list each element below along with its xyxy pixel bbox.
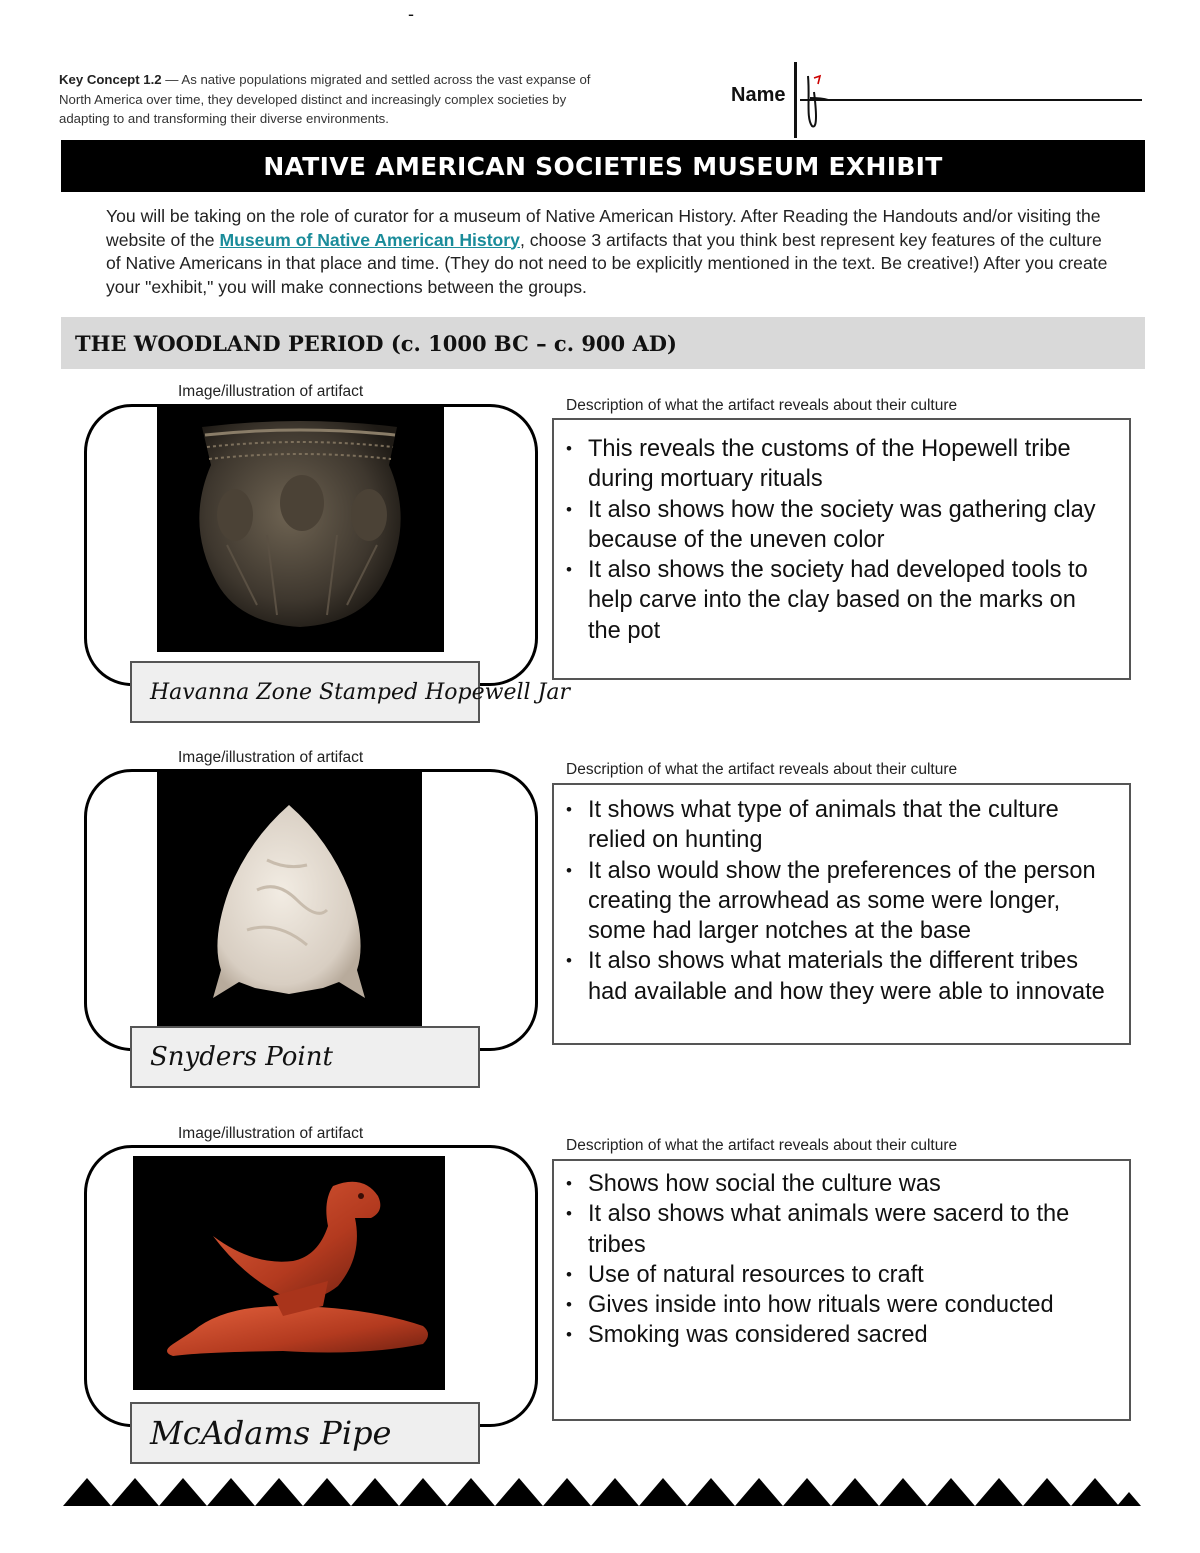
page-title: NATIVE AMERICAN SOCIETIES MUSEUM EXHIBIT bbox=[61, 140, 1145, 192]
description-bullet: • This reveals the customs of the Hopewell tribe during mortuary rituals bbox=[564, 434, 1113, 495]
description-bullet: • It also shows what materials the different tribes had available and how they were able to innovate bbox=[564, 946, 1113, 1007]
artifact-image-arrowhead bbox=[157, 770, 422, 1027]
key-concept-text: — As native populations migrated and settled across the vast expanse of North America over time, they developed distinct and increasingly complex societies by adapting to and transforming their diverse environments. bbox=[59, 72, 591, 126]
artifact-label[interactable]: Havanna Zone Stamped Hopewell Jar bbox=[130, 661, 480, 723]
name-label: Name bbox=[731, 84, 786, 106]
intro-text-start: You will be taking on the role of curator for a museum of Native American History. After Reading the Handouts and/or visiting the website of the bbox=[106, 206, 1101, 250]
name-field[interactable] bbox=[800, 99, 1142, 101]
top-mark: - bbox=[408, 4, 414, 24]
museum-link[interactable]: Museum of Native American History bbox=[219, 229, 520, 250]
description-box[interactable] bbox=[552, 1159, 1131, 1421]
description-bullet: • It also shows what animals were sacerd to the tribes bbox=[564, 1199, 1113, 1260]
key-concept-label: Key Concept 1.2 bbox=[59, 72, 162, 87]
description-bullet: • Smoking was considered sacred bbox=[564, 1320, 1113, 1350]
intro-text-end: , choose 3 artifacts that you think best represent key features of the culture of Native Americans in that place and time. (They do not need to be explicitly mentioned in the text. Be creative!) After you create your "exhibit," you will make connections between the groups. bbox=[106, 229, 1108, 297]
description-box[interactable] bbox=[552, 783, 1131, 1045]
description-bullet: • It shows what type of animals that the culture relied on hunting bbox=[564, 795, 1113, 856]
key-concept bbox=[59, 70, 619, 129]
description-caption: Description of what the artifact reveals about their culture bbox=[566, 1137, 958, 1154]
description-bullet: • It also would show the preferences of the person creating the arrowhead as some were longer, some had larger notches at the base bbox=[564, 856, 1113, 947]
description-bullet: • Use of natural resources to craft bbox=[564, 1260, 1113, 1290]
description-box[interactable] bbox=[552, 418, 1131, 680]
triangle-border bbox=[63, 1478, 1141, 1508]
image-caption: Image/illustration of artifact bbox=[178, 1125, 364, 1142]
artifact-label[interactable]: McAdams Pipe bbox=[130, 1402, 480, 1464]
description-bullet: • It also shows how the society was gathering clay because of the uneven color bbox=[564, 495, 1113, 556]
artifact-label[interactable]: Snyders Point bbox=[130, 1026, 480, 1088]
description-bullet: • Gives inside into how rituals were conducted bbox=[564, 1290, 1113, 1320]
signature-mark bbox=[794, 62, 797, 138]
description-bullet: • It also shows the society had developed tools to help carve into the clay based on the marks on the pot bbox=[564, 555, 1113, 646]
artifact-image-jar bbox=[157, 405, 444, 652]
description-bullet: • Shows how social the culture was bbox=[564, 1169, 1113, 1199]
description-caption: Description of what the artifact reveals about their culture bbox=[566, 761, 958, 778]
intro-paragraph bbox=[106, 205, 1116, 299]
description-caption: Description of what the artifact reveals about their culture bbox=[566, 397, 958, 414]
image-caption: Image/illustration of artifact bbox=[178, 749, 364, 766]
image-caption: Image/illustration of artifact bbox=[178, 383, 364, 400]
period-heading: THE WOODLAND PERIOD (c. 1000 BC – c. 900 AD) bbox=[61, 317, 1145, 369]
artifact-image-pipe bbox=[133, 1156, 445, 1390]
